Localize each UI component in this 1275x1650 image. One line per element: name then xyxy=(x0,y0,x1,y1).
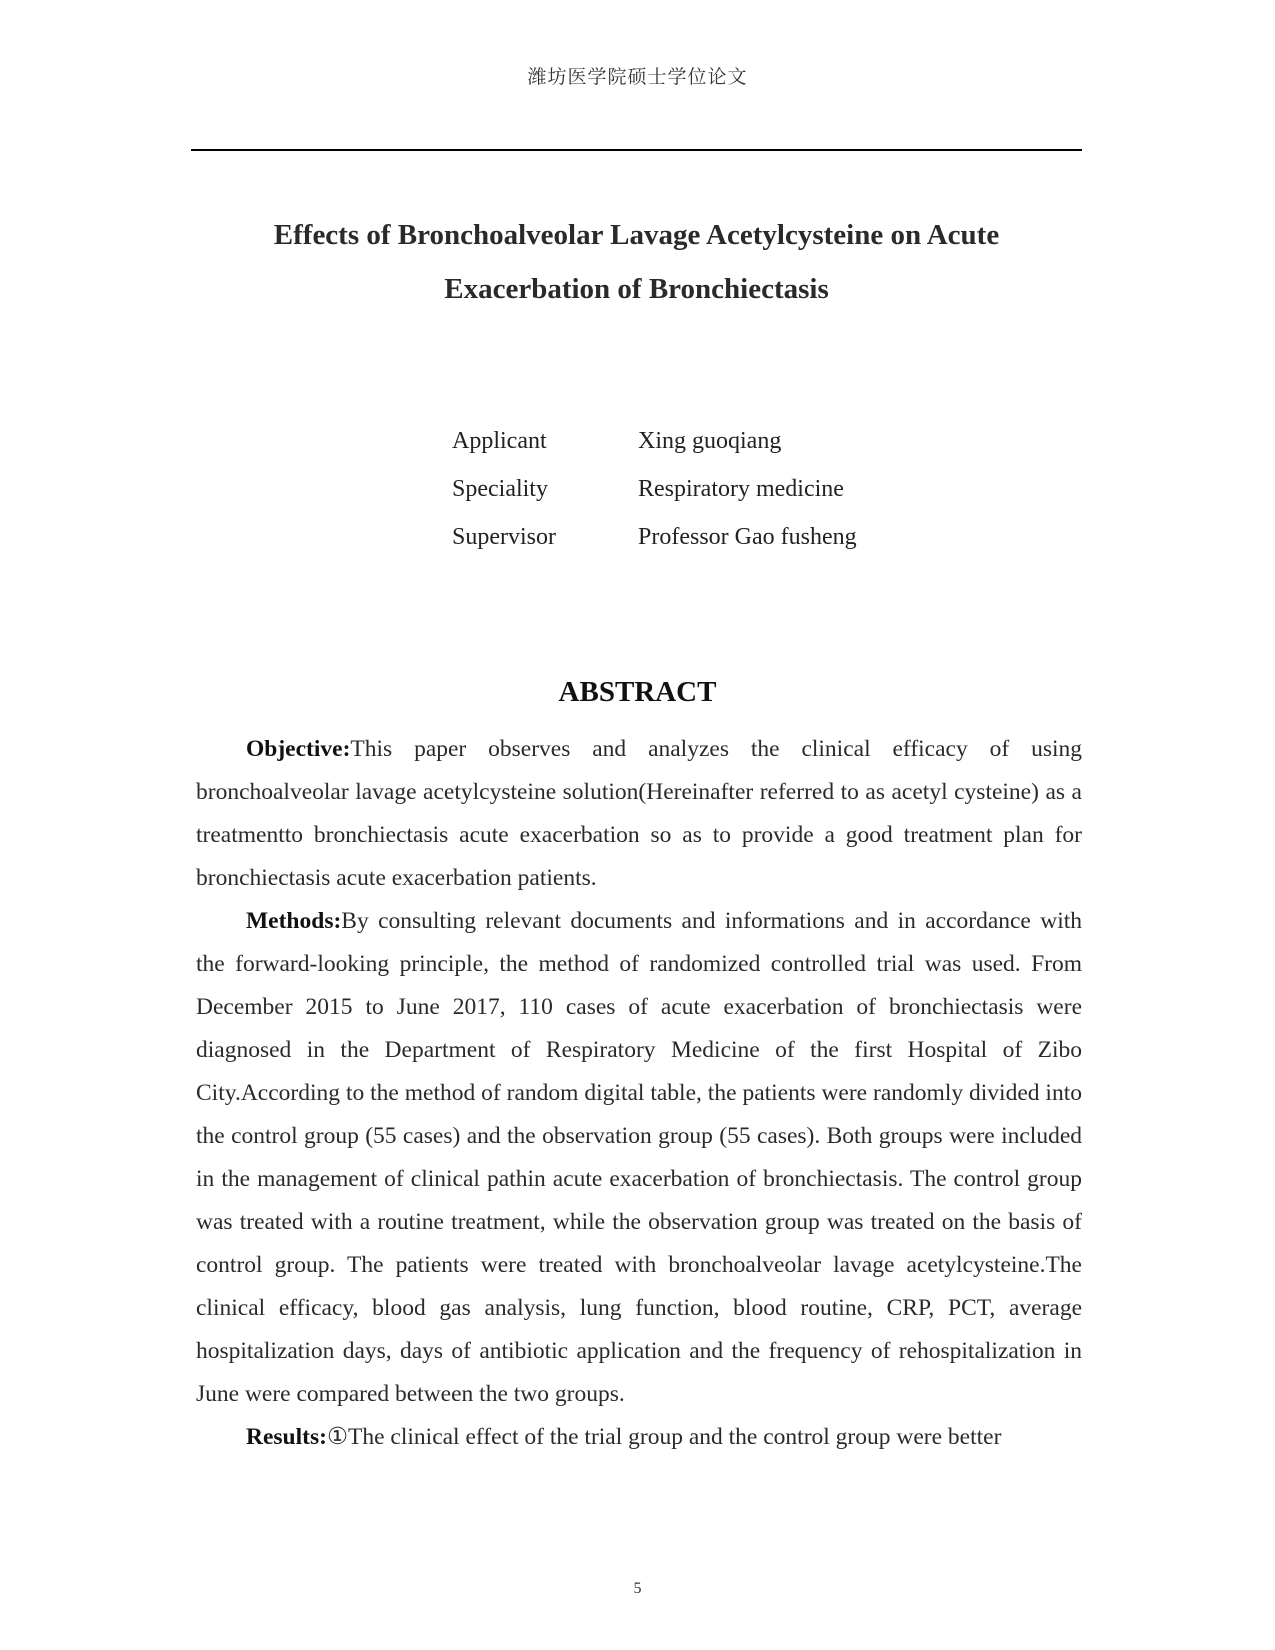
results-label: Results: xyxy=(246,1424,327,1450)
speciality-value: Respiratory medicine xyxy=(638,476,844,502)
objective-paragraph xyxy=(196,728,1082,900)
thesis-title-line-1: Effects of Bronchoalveolar Lavage Acetylcysteine on Acute xyxy=(273,219,1000,251)
applicant-value: Xing guoqiang xyxy=(638,428,782,454)
abstract-body xyxy=(196,728,1082,1459)
objective-text: This paper observes and analyzes the clinical efficacy of using bronchoalveolar lavage acetylcysteine solution(Hereinafter referred to as acetyl cysteine) as a treatmentto bronchiectasis acute exacerbation so as to provide a good treatment plan for bronchiectasis acute exacerbation patients. xyxy=(196,736,1082,891)
methods-text: By consulting relevant documents and informations and in accordance with the forward-looking principle, the method of randomized controlled trial was used. From December 2015 to June 2017, 110 cases of acute exacerbation of bronchiectasis were diagnosed in the Department of Respiratory Medicine of the first Hospital of Zibo City.According to the method of random digital table, the patients were randomly divided into the control group (55 cases) and the observation group (55 cases). Both groups were included in the management of clinical pathin acute exacerbation of bronchiectasis. The control group was treated with a routine treatment, while the observation group was treated on the basis of control group. The patients were treated with bronchoalveolar lavage acetylcysteine.The clinical efficacy, blood gas analysis, lung function, blood routine, CRP, PCT, average hospitalization days, days of antibiotic application and the frequency of rehospitalization in June were compared between the two groups. xyxy=(196,908,1082,1407)
speciality-label: Speciality xyxy=(452,476,548,502)
running-header: 潍坊医学院硕士学位论文 xyxy=(527,66,748,88)
header-rule xyxy=(191,149,1082,151)
results-text: ①The clinical effect of the trial group and the control group were better xyxy=(326,1424,1002,1450)
objective-label: Objective: xyxy=(246,736,351,762)
supervisor-value: Professor Gao fusheng xyxy=(638,524,857,550)
page-number: 5 xyxy=(633,1580,642,1597)
thesis-title-line-2: Exacerbation of Bronchiectasis xyxy=(444,273,829,305)
methods-label: Methods: xyxy=(246,908,342,934)
methods-paragraph xyxy=(196,900,1082,1416)
applicant-label: Applicant xyxy=(452,428,547,454)
supervisor-label: Supervisor xyxy=(452,524,556,550)
results-paragraph xyxy=(196,1416,1082,1459)
thesis-title xyxy=(191,208,1082,316)
abstract-heading: ABSTRACT xyxy=(558,676,717,708)
